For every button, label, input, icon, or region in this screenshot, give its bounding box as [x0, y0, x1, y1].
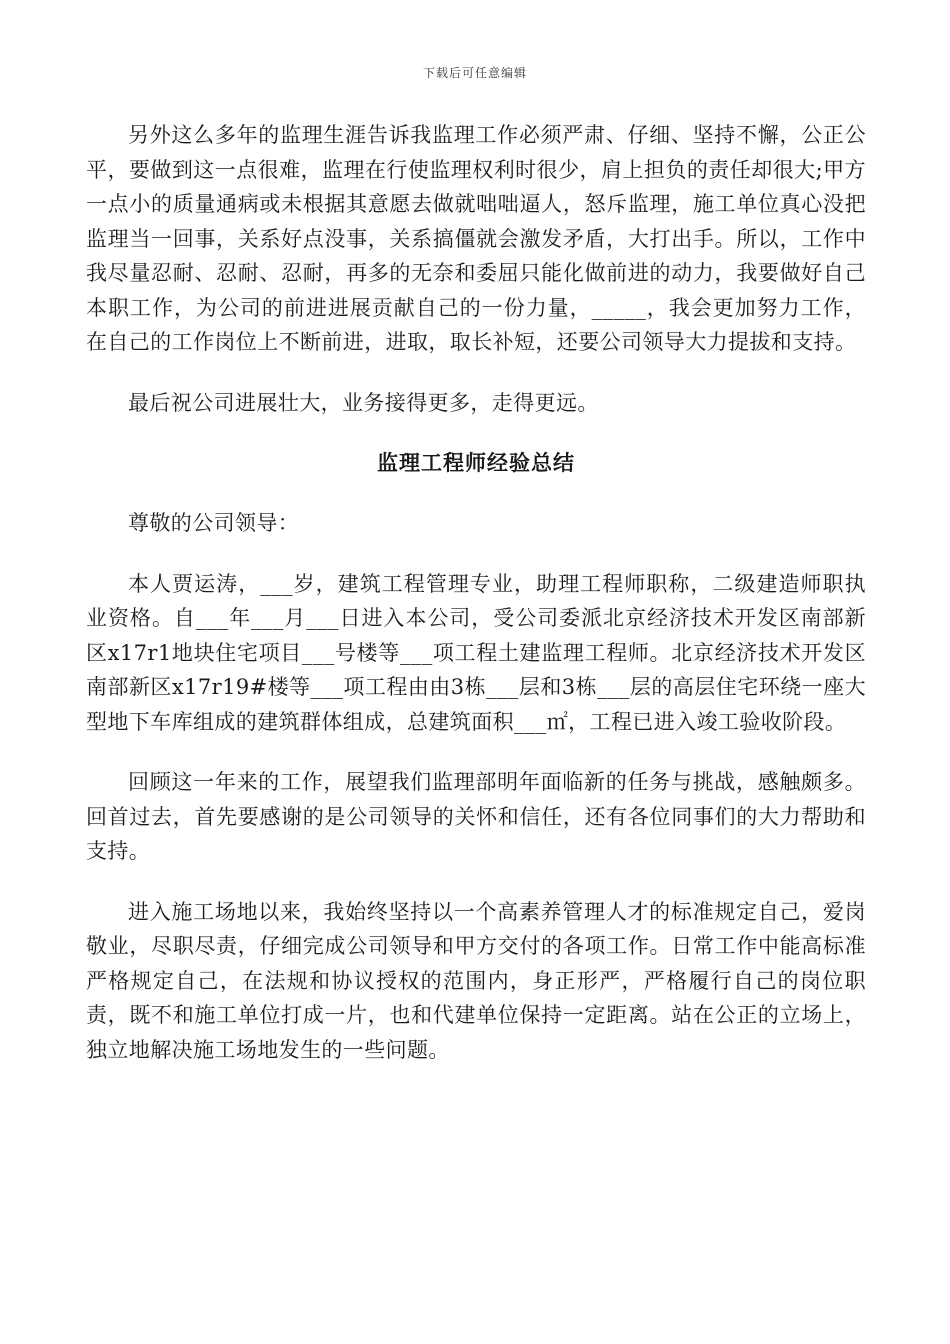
body-paragraph: 本人贾运涛，___岁，建筑工程管理专业，助理工程师职称，二级建造师职执业资格。自___年___月___日进入本公司，受公司委派北京经济技术开发区南部新区x17r1地块住宅项目___号楼等___项工程土建监理工程师。北京经济技术开发区南部新区x17r19#楼等___项工程由由3栋___层和3栋___层的高层住宅环绕一座大型地下车库组成的建筑群体组成，总建筑面积___㎡，工程已进入竣工验收阶段。: [86, 571, 866, 734]
salutation: 尊敬的公司领导：: [128, 511, 300, 535]
body-paragraph: 进入施工场地以来，我始终坚持以一个高素养管理人才的标准规定自己，爱岗敬业，尽职尽责，仔细完成公司领导和甲方交付的各项工作。日常工作中能高标准严格规定自己，在法规和协议授权的范围内，身正形严，严格履行自己的岗位职责，既不和施工单位打成一片，也和代建单位保持一定距离。站在公正的立场上，独立地解决施工场地发生的一些问题。: [86, 899, 866, 1062]
document-body: [86, 118, 866, 1093]
page-header: 下载后可任意编辑: [422, 66, 527, 80]
section-title: 监理工程师经验总结: [377, 450, 575, 475]
closing-wish-paragraph: 最后祝公司进展壮大，业务接得更多，走得更远。: [128, 390, 599, 415]
body-paragraph: 回顾这一年来的工作，展望我们监理部明年面临新的任务与挑战，感触颇多。回首过去，首先要感谢的是公司领导的关怀和信任，还有各位同事们的大力帮助和支持。: [86, 770, 866, 863]
body-paragraph: 另外这么多年的监理生涯告诉我监理工作必须严肃、仔细、坚持不懈，公正公平，要做到这一点很难，监理在行使监理权利时很少，肩上担负的责任却很大;甲方一点小的质量通病或未根据其意愿去做就咄咄逼人，怒斥监理，施工单位真心没把监理当一回事，关系好点没事，关系搞僵就会激发矛盾，大打出手。所以，工作中我尽量忍耐、忍耐、忍耐，再多的无奈和委屈只能化做前进的动力，我要做好自己本职工作，为公司的前进进展贡献自己的一份力量，_____，我会更加努力工作，在自己的工作岗位上不断前进，进取，取长补短，还要公司领导大力提拔和支持。: [86, 123, 866, 354]
